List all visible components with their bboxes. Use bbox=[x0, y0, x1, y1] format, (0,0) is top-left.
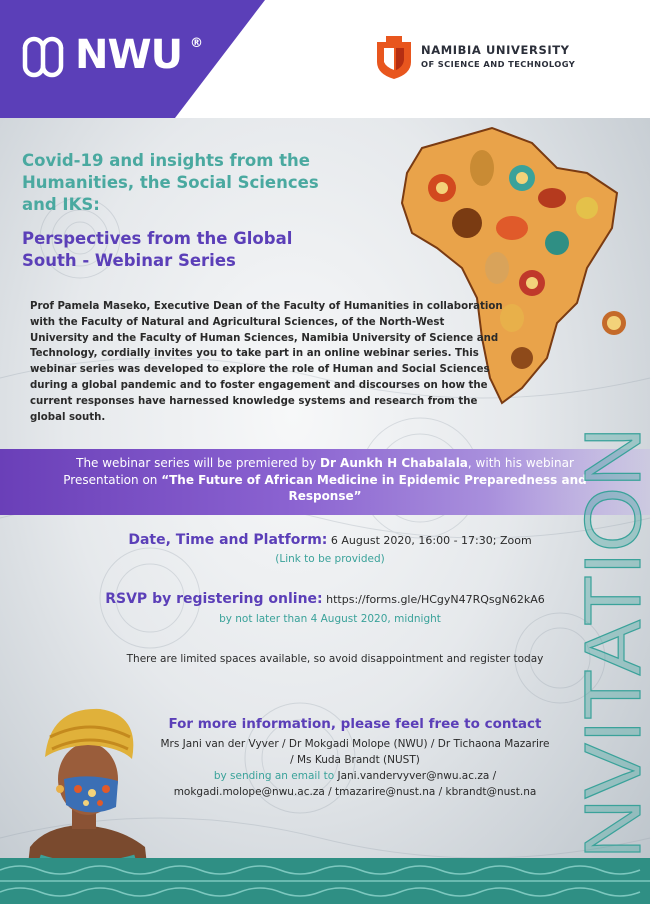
rsvp bbox=[0, 591, 650, 607]
speaker-name: Dr Aunkh H Chabalala bbox=[320, 456, 468, 470]
intro-paragraph bbox=[30, 299, 520, 425]
intro-line: webinar series was developed to explore the role of Human and Social Sciences bbox=[30, 364, 490, 376]
contact-email-line bbox=[120, 768, 590, 784]
bottom-decorative-band bbox=[0, 858, 650, 904]
intro-line: with the Faculty of Natural and Agricultural Sciences, of the North-West bbox=[30, 316, 445, 328]
banner-text: Presentation on bbox=[63, 472, 162, 487]
email-link[interactable]: Jani.vandervyver@nwu.ac.za / bbox=[337, 770, 497, 782]
intro-line: global south. bbox=[30, 411, 106, 423]
title-line: and IKS: bbox=[22, 195, 100, 214]
invitation-word: INVITATION bbox=[568, 444, 657, 882]
bottom-margin bbox=[0, 904, 650, 919]
title-line: Humanities, the Social Sciences bbox=[22, 173, 319, 192]
rsvp-label: RSVP by registering online: bbox=[105, 591, 323, 607]
limited-spaces-note: There are limited spaces available, so avoid disappointment and register today bbox=[126, 653, 544, 665]
banner-line bbox=[0, 488, 650, 505]
intro-line: during a global pandemic and to foster engagement and discourses on how the bbox=[30, 379, 488, 391]
link-note: (Link to be provided) bbox=[275, 553, 385, 565]
contact-details bbox=[120, 736, 590, 800]
premiere-banner-text bbox=[0, 455, 650, 505]
intro-line: Technology, cordially invites you to take part in an online webinar series. This bbox=[30, 348, 479, 360]
nust-name: NAMIBIA UNIVERSITY bbox=[421, 43, 570, 57]
email-links[interactable]: mokgadi.molope@nwu.ac.za / tmazarire@nust.na / kbrandt@nust.na bbox=[173, 786, 537, 798]
nwu-wordmark: NWU bbox=[75, 32, 183, 78]
email-prompt: by sending an email to bbox=[213, 770, 338, 782]
date-label: Date, Time and Platform: bbox=[128, 532, 328, 548]
contact-names: Mrs Jani van der Vyver / Dr Mokgadi Molope (NWU) / Dr Tichaona Mazarire bbox=[160, 738, 550, 750]
rsvp-deadline: by not later than 4 August 2020, midnight bbox=[219, 613, 441, 625]
presentation-title: “The Future of African Medicine in Epidemic Preparedness and bbox=[161, 472, 587, 487]
nust-subtitle: OF SCIENCE AND TECHNOLOGY bbox=[421, 59, 576, 69]
title-purple bbox=[22, 228, 382, 272]
banner-text: The webinar series will be premiered by bbox=[76, 456, 320, 470]
date-value: 6 August 2020, 16:00 - 17:30; Zoom bbox=[330, 534, 532, 547]
title-line: Covid-19 and insights from the bbox=[22, 151, 310, 170]
intro-line: Prof Pamela Maseko, Executive Dean of the Faculty of Humanities in collaboration bbox=[30, 301, 503, 312]
date-time-platform bbox=[0, 532, 650, 548]
title-line: South - Webinar Series bbox=[22, 251, 236, 270]
banner-text: , with his webinar bbox=[467, 456, 574, 470]
intro-line: current responses have harnessed knowledge systems and research from the bbox=[30, 395, 478, 407]
registered-mark: ® bbox=[190, 36, 203, 51]
title-line: Perspectives from the Global bbox=[22, 229, 293, 248]
invitation-vertical-word bbox=[568, 420, 658, 890]
contact-names: / Ms Kuda Brandt (NUST) bbox=[290, 754, 420, 766]
title-green bbox=[22, 150, 382, 216]
banner-line bbox=[0, 455, 650, 472]
intro-line: University and the Faculty of Human Sciences, Namibia University of Science and bbox=[30, 332, 499, 344]
banner-line bbox=[0, 472, 650, 489]
rsvp-link[interactable]: https://forms.gle/HCgyN47RQsgN62kA6 bbox=[326, 593, 545, 606]
contact-heading: For more information, please feel free to contact bbox=[168, 716, 542, 732]
presentation-title: Response” bbox=[288, 489, 362, 503]
nust-shield-icon bbox=[374, 36, 414, 80]
